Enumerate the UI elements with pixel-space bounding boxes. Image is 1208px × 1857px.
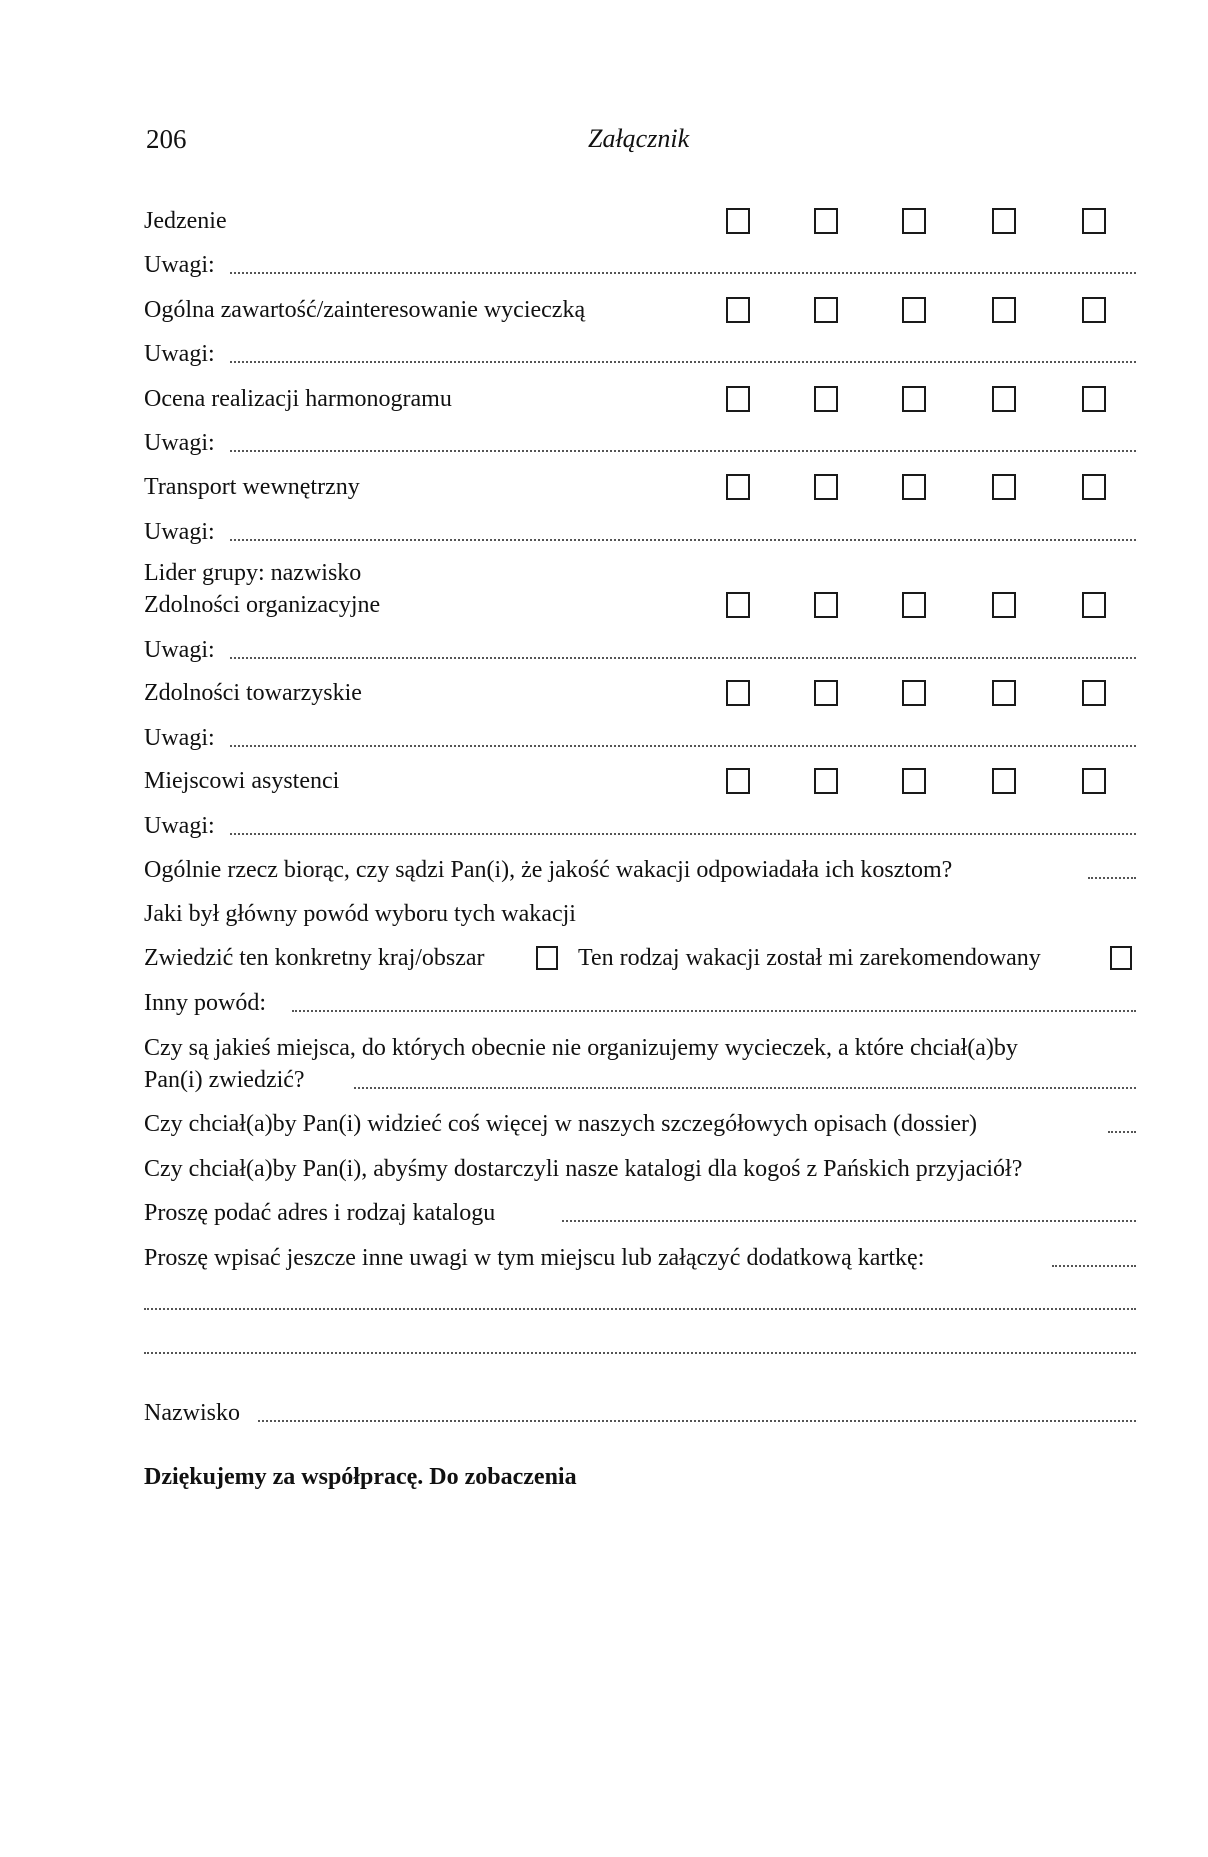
rating-checkbox-3[interactable] [902, 768, 926, 794]
rating-label: Transport wewnętrzny [144, 474, 360, 500]
rating-checkbox-3[interactable] [902, 386, 926, 412]
answer-field[interactable] [1108, 1131, 1136, 1133]
rating-checkbox-1[interactable] [726, 386, 750, 412]
comment-line[interactable] [144, 1352, 1136, 1354]
question-main-reason: Jaki był główny powód wyboru tych wakacji [144, 901, 576, 927]
rating-checkbox-3[interactable] [902, 208, 926, 234]
rating-checkbox-2[interactable] [814, 592, 838, 618]
remark-field[interactable] [230, 539, 1136, 541]
remark-label: Uwagi: [144, 813, 215, 839]
answer-field[interactable] [354, 1087, 1136, 1089]
answer-field[interactable] [1088, 877, 1136, 879]
rating-checkbox-2[interactable] [814, 208, 838, 234]
rating-checkbox-1[interactable] [726, 297, 750, 323]
rating-checkbox-1[interactable] [726, 208, 750, 234]
rating-checkbox-4[interactable] [992, 386, 1016, 412]
rating-label: Zdolności organizacyjne [144, 592, 381, 618]
rating-checkbox-5[interactable] [1082, 297, 1106, 323]
rating-label: Ogólna zawartość/zainteresowanie wycieczką [144, 297, 586, 323]
reason-option-label: Zwiedzić ten konkretny kraj/obszar [144, 945, 485, 971]
remark-field[interactable] [230, 272, 1136, 274]
name-field[interactable] [258, 1420, 1136, 1422]
reason-option-checkbox[interactable] [536, 946, 558, 970]
rating-checkbox-5[interactable] [1082, 680, 1106, 706]
remark-label: Uwagi: [144, 519, 215, 545]
question-comments: Proszę wpisać jeszcze inne uwagi w tym miejscu lub załączyć dodatkową kartkę: [144, 1245, 925, 1271]
rating-checkbox-4[interactable] [992, 297, 1016, 323]
rating-checkbox-5[interactable] [1082, 208, 1106, 234]
remark-label: Uwagi: [144, 341, 215, 367]
running-title: Załącznik [588, 124, 690, 153]
rating-checkbox-5[interactable] [1082, 768, 1106, 794]
rating-label: Miejscowi asystenci [144, 768, 340, 794]
rating-checkbox-3[interactable] [902, 297, 926, 323]
rating-checkbox-4[interactable] [992, 592, 1016, 618]
remark-label: Uwagi: [144, 430, 215, 456]
rating-checkbox-2[interactable] [814, 768, 838, 794]
rating-checkbox-4[interactable] [992, 208, 1016, 234]
rating-checkbox-5[interactable] [1082, 386, 1106, 412]
question-value-for-money: Ogólnie rzecz biorąc, czy sądzi Pan(i), że jakość wakacji odpowiadała ich kosztom? [144, 857, 953, 883]
rating-checkbox-4[interactable] [992, 474, 1016, 500]
rating-checkbox-2[interactable] [814, 474, 838, 500]
rating-checkbox-2[interactable] [814, 680, 838, 706]
rating-checkbox-1[interactable] [726, 768, 750, 794]
rating-checkbox-3[interactable] [902, 592, 926, 618]
answer-field[interactable] [292, 1010, 1136, 1012]
rating-label: Jedzenie [144, 208, 227, 234]
rating-checkbox-1[interactable] [726, 592, 750, 618]
question-address: Proszę podać adres i rodzaj katalogu [144, 1200, 496, 1226]
question-new-places: Czy są jakieś miejsca, do których obecnie nie organizujemy wycieczek, a które chciał(a)by [144, 1035, 1018, 1061]
rating-checkbox-4[interactable] [992, 680, 1016, 706]
rating-checkbox-5[interactable] [1082, 474, 1106, 500]
remark-label: Uwagi: [144, 252, 215, 278]
name-label: Nazwisko [144, 1400, 240, 1426]
rating-checkbox-2[interactable] [814, 297, 838, 323]
leader-heading: Lider grupy: nazwisko [144, 560, 362, 586]
question-catalogues: Czy chciał(a)by Pan(i), abyśmy dostarczyli nasze katalogi dla kogoś z Pańskich przyjaciół? [144, 1156, 1023, 1182]
answer-field[interactable] [562, 1220, 1136, 1222]
remark-field[interactable] [230, 833, 1136, 835]
remark-label: Uwagi: [144, 725, 215, 751]
rating-label: Zdolności towarzyskie [144, 680, 362, 706]
reason-option-label: Ten rodzaj wakacji został mi zarekomendowany [578, 945, 1041, 971]
rating-checkbox-3[interactable] [902, 680, 926, 706]
remark-field[interactable] [230, 361, 1136, 363]
rating-checkbox-3[interactable] [902, 474, 926, 500]
remark-field[interactable] [230, 745, 1136, 747]
rating-label: Ocena realizacji harmonogramu [144, 386, 452, 412]
remark-field[interactable] [230, 450, 1136, 452]
answer-field[interactable] [1052, 1265, 1136, 1267]
rating-checkbox-1[interactable] [726, 680, 750, 706]
question-other-reason: Inny powód: [144, 990, 266, 1016]
remark-label: Uwagi: [144, 637, 215, 663]
question-dossier: Czy chciał(a)by Pan(i) widzieć coś więcej w naszych szczegółowych opisach (dossier) [144, 1111, 978, 1137]
rating-checkbox-2[interactable] [814, 386, 838, 412]
question-new-places-cont: Pan(i) zwiedzić? [144, 1067, 305, 1093]
reason-option-checkbox[interactable] [1110, 946, 1132, 970]
rating-checkbox-5[interactable] [1082, 592, 1106, 618]
comment-line[interactable] [144, 1308, 1136, 1310]
rating-checkbox-1[interactable] [726, 474, 750, 500]
page-number: 206 [146, 124, 187, 154]
remark-field[interactable] [230, 657, 1136, 659]
rating-checkbox-4[interactable] [992, 768, 1016, 794]
closing-text: Dziękujemy za współpracę. Do zobaczenia [144, 1464, 577, 1490]
